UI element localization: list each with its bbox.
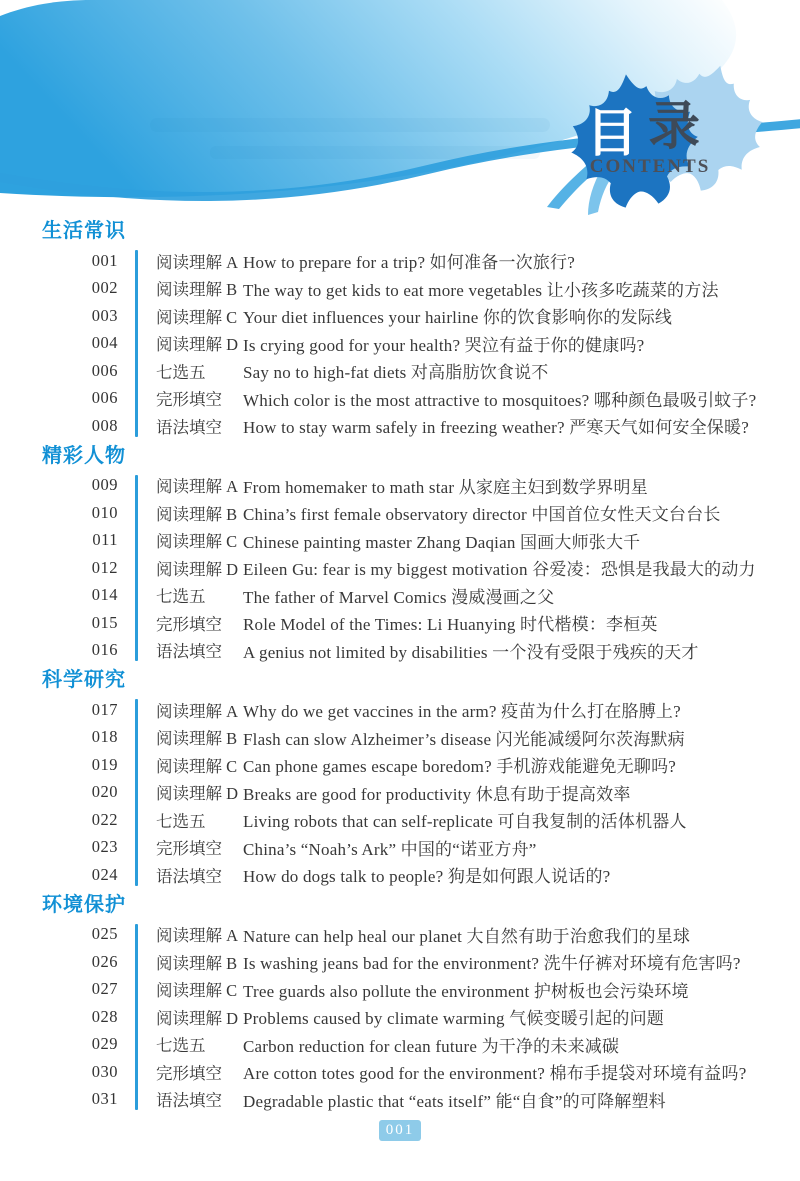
entry-page-number: 010 [91,502,118,522]
toc-entry[interactable] [42,412,772,440]
section-divider-line [135,924,138,1111]
toc-entry[interactable] [42,861,772,889]
entry-category: 语法填空 [156,866,222,886]
entry-page-number: 019 [91,754,118,774]
entry-title: The father of Marvel Comics 漫威漫画之父 [243,587,555,607]
section-title: 生活常识 [42,220,126,242]
entry-page-number: 024 [91,864,118,884]
toc-section [42,222,772,440]
entry-title: From homemaker to math star 从家庭主妇到数学界明星 [243,477,648,497]
toc-entry[interactable] [42,357,772,385]
entry-title: Nature can help heal our planet 大自然有助于治愈我们的星球 [243,926,691,946]
page-footer [0,1120,800,1141]
entry-category: 完形填空 [156,839,222,859]
toc-entry[interactable] [42,806,772,834]
entry-page-number: 008 [91,415,118,435]
toc-entry[interactable] [42,921,772,949]
section-entry-list [42,472,772,665]
toc-entry[interactable] [42,582,772,610]
toc-entry[interactable] [42,247,772,275]
entry-category: 七选五 [156,587,206,607]
entry-title: Problems caused by climate warming 气候变暖引起的问题 [243,1009,664,1029]
entry-page-number: 023 [91,837,118,857]
entry-page-number: 031 [91,1089,118,1109]
entry-category: 阅读理解 B [156,280,238,300]
toc-section [42,671,772,889]
toc-entry[interactable] [42,554,772,582]
entry-category: 阅读理解 D [156,784,239,804]
entry-title: Role Model of the Times: Li Huanying 时代楷模：李桓英 [243,615,658,635]
entry-category: 阅读理解 D [156,335,239,355]
entry-page-number: 014 [91,585,118,605]
entry-category: 阅读理解 A [156,701,239,721]
entry-category: 阅读理解 B [156,729,238,749]
entry-title: Is crying good for your health? 哭泣有益于你的健康吗? [243,335,645,355]
entry-page-number: 022 [91,809,118,829]
entry-category: 阅读理解 A [156,477,239,497]
toc-section [42,893,772,1114]
entry-category: 语法填空 [156,417,222,437]
entry-title: Chinese painting master Zhang Daqian 国画大师张大千 [243,532,641,552]
page-number-badge: 001 [379,1120,422,1141]
entry-category: 语法填空 [156,642,222,662]
entry-title: How to prepare for a trip? 如何准备一次旅行? [243,253,576,273]
entry-category: 完形填空 [156,1063,222,1083]
header-title-char1: 目 [585,104,639,164]
toc-entry[interactable] [42,527,772,555]
entry-page-number: 025 [91,924,118,944]
section-entry-list [42,696,772,889]
entry-page-number: 015 [91,612,118,632]
toc-entry[interactable] [42,609,772,637]
entry-page-number: 006 [91,360,118,380]
entry-title: Can phone games escape boredom? 手机游戏能避免无聊吗? [243,757,677,777]
toc-entry[interactable] [42,948,772,976]
entry-title: Your diet influences your hairline 你的饮食影响你的发际线 [243,308,673,328]
header-title-char2: 录 [647,97,701,157]
header-banner-graphic [0,0,800,215]
entry-page-number: 020 [91,782,118,802]
toc [0,215,800,1113]
entry-category: 语法填空 [156,1091,222,1111]
entry-page-number: 002 [91,278,118,298]
entry-page-number: 012 [91,557,118,577]
entry-title: Why do we get vaccines in the arm? 疫苗为什么打在胳膊上? [243,702,681,722]
entry-category: 阅读理解 C [156,307,238,327]
entry-title: China’s “Noah’s Ark” 中国的“诺亚方舟” [243,839,537,859]
toc-entry[interactable] [42,779,772,807]
entry-page-number: 016 [91,640,118,660]
header-subtitle: CONTENTS [589,156,711,177]
entry-page-number: 003 [91,305,118,325]
toc-entry[interactable] [42,472,772,500]
entry-page-number: 006 [91,388,118,408]
entry-page-number: 027 [91,979,118,999]
entry-page-number: 030 [91,1061,118,1081]
entry-category: 阅读理解 A [156,252,239,272]
section-entry-list [42,921,772,1114]
entry-title: A genius not limited by disabilities 一个没有受限于残疾的天才 [243,642,699,662]
entry-page-number: 004 [91,333,118,353]
section-divider-line [135,475,138,662]
entry-category: 阅读理解 C [156,756,238,776]
entry-category: 阅读理解 B [156,953,238,973]
entry-title: Living robots that can self-replicate 可自我复制的活体机器人 [243,812,687,832]
toc-entry[interactable] [42,499,772,527]
entry-category: 阅读理解 A [156,926,239,946]
toc-entry[interactable] [42,385,772,413]
entry-category: 阅读理解 C [156,532,238,552]
entry-page-number: 018 [91,727,118,747]
entry-title: Say no to high-fat diets 对高脂肪饮食说不 [243,363,549,383]
entry-title: Which color is the most attractive to mosquitoes? 哪种颜色最吸引蚊子? [243,390,757,410]
section-divider-line [135,250,138,437]
entry-title: Tree guards also pollute the environment 护树板也会污染环境 [243,981,689,1001]
toc-entry[interactable] [42,1003,772,1031]
entry-category: 完形填空 [156,390,222,410]
entry-category: 完形填空 [156,614,222,634]
entry-page-number: 029 [91,1034,118,1054]
toc-entry[interactable] [42,275,772,303]
toc-entry[interactable] [42,1031,772,1059]
toc-entry[interactable] [42,834,772,862]
toc-entry[interactable] [42,330,772,358]
toc-entry[interactable] [42,1086,772,1114]
entry-page-number: 009 [91,475,118,495]
page-header [0,0,800,215]
entry-title: Carbon reduction for clean future 为干净的未来减碳 [243,1036,620,1056]
toc-entry[interactable] [42,696,772,724]
entry-category: 阅读理解 C [156,981,238,1001]
entry-title: Eileen Gu: fear is my biggest motivation 谷爱凌：恐惧是我最大的动力 [243,560,756,580]
section-title: 精彩人物 [42,444,126,467]
entry-category: 七选五 [156,362,206,382]
toc-entry[interactable] [42,302,772,330]
section-entry-list [42,247,772,440]
entry-page-number: 028 [91,1006,118,1026]
entry-page-number: 001 [91,250,118,270]
toc-entry[interactable] [42,976,772,1004]
entry-title: The way to get kids to eat more vegetables 让小孩多吃蔬菜的方法 [243,280,719,300]
entry-title: Degradable plastic that “eats itself” 能“自食”的可降解塑料 [243,1091,666,1111]
toc-entry[interactable] [42,724,772,752]
entry-title: How do dogs talk to people? 狗是如何跟人说话的? [243,867,611,887]
entry-title: Flash can slow Alzheimer’s disease 闪光能减缓阿尔茨海默病 [243,729,685,749]
entry-category: 阅读理解 B [156,504,238,524]
entry-page-number: 026 [91,951,118,971]
toc-entry[interactable] [42,637,772,665]
entry-category: 阅读理解 D [156,1008,239,1028]
entry-category: 阅读理解 D [156,559,239,579]
toc-section [42,444,772,665]
entry-category: 七选五 [156,1036,206,1056]
entry-title: Breaks are good for productivity 休息有助于提高效率 [243,784,631,804]
section-divider-line [135,699,138,886]
entry-title: Are cotton totes good for the environment? 棉布手提袋对环境有益吗? [243,1064,747,1084]
entry-category: 七选五 [156,811,206,831]
entry-page-number: 011 [92,530,118,550]
entry-title: China’s first female observatory director 中国首位女性天文台台长 [243,505,721,525]
toc-entry[interactable] [42,1058,772,1086]
entry-title: How to stay warm safely in freezing weather? 严寒天气如何安全保暖? [243,418,749,438]
toc-entry[interactable] [42,751,772,779]
entry-page-number: 017 [91,699,118,719]
section-title: 科学研究 [42,669,126,691]
section-title: 环境保护 [42,893,126,916]
entry-title: Is washing jeans bad for the environment? 洗牛仔裤对环境有危害吗? [243,954,741,974]
